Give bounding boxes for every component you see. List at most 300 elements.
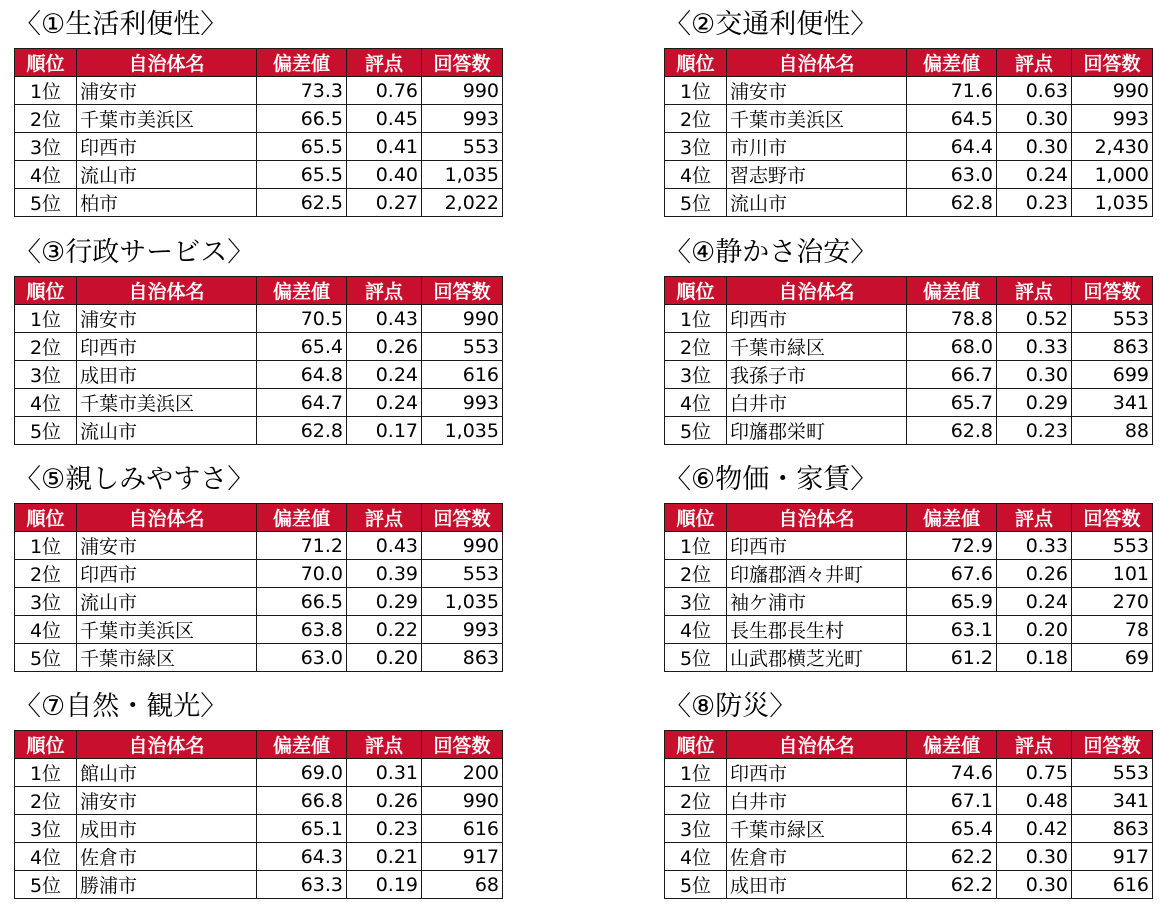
- name-cell: 千葉市美浜区: [77, 616, 257, 644]
- name-cell: 成田市: [727, 871, 907, 899]
- rank-cell: 2位: [665, 787, 727, 815]
- responses-cell: 616: [422, 361, 503, 389]
- rating-cell: 0.24: [347, 389, 422, 417]
- panel-title: 〈②交通利便性〉: [664, 9, 878, 40]
- score-cell: 74.6: [907, 759, 997, 787]
- panel-title: 〈⑤親しみやすさ〉: [14, 464, 255, 495]
- panel-title: 〈⑧防災〉: [664, 691, 797, 722]
- rating-cell: 0.24: [997, 161, 1072, 189]
- name-cell: 流山市: [727, 189, 907, 217]
- score-header: 偏差値: [257, 49, 347, 77]
- responses-cell: 917: [422, 843, 503, 871]
- responses-cell: 270: [1072, 588, 1153, 616]
- rating-cell: 0.23: [997, 189, 1072, 217]
- score-cell: 70.0: [257, 560, 347, 588]
- rating-cell: 0.30: [997, 843, 1072, 871]
- name-header: 自治体名: [727, 49, 907, 77]
- name-cell: 千葉市緑区: [727, 815, 907, 843]
- name-cell: 印旛郡酒々井町: [727, 560, 907, 588]
- rating-cell: 0.40: [347, 161, 422, 189]
- rank-cell: 4位: [15, 843, 77, 871]
- table-row: [15, 843, 503, 871]
- table-row: [665, 644, 1153, 672]
- name-cell: 山武郡横芝光町: [727, 644, 907, 672]
- rating-cell: 0.31: [347, 759, 422, 787]
- rank-header: 順位: [665, 504, 727, 532]
- score-cell: 63.8: [257, 616, 347, 644]
- table-row: [15, 389, 503, 417]
- score-cell: 64.4: [907, 133, 997, 161]
- header-row: [15, 731, 503, 759]
- rating-cell: 0.20: [997, 616, 1072, 644]
- rank-cell: 2位: [15, 333, 77, 361]
- responses-cell: 990: [422, 532, 503, 560]
- name-cell: 浦安市: [77, 77, 257, 105]
- rank-cell: 2位: [665, 333, 727, 361]
- ranking-table: [14, 503, 503, 672]
- rank-cell: 1位: [15, 759, 77, 787]
- score-cell: 65.5: [257, 161, 347, 189]
- rank-cell: 2位: [15, 105, 77, 133]
- score-cell: 63.0: [257, 644, 347, 672]
- table-row: [665, 161, 1153, 189]
- score-cell: 66.5: [257, 588, 347, 616]
- responses-header: 回答数: [1072, 277, 1153, 305]
- name-cell: 印西市: [77, 333, 257, 361]
- score-cell: 62.8: [907, 189, 997, 217]
- score-header: 偏差値: [907, 731, 997, 759]
- score-cell: 62.2: [907, 871, 997, 899]
- score-cell: 65.5: [257, 133, 347, 161]
- responses-cell: 990: [422, 787, 503, 815]
- score-cell: 66.8: [257, 787, 347, 815]
- table-row: [665, 361, 1153, 389]
- ranking-panel: [14, 690, 504, 899]
- responses-cell: 917: [1072, 843, 1153, 871]
- score-cell: 70.5: [257, 305, 347, 333]
- score-cell: 65.9: [907, 588, 997, 616]
- rank-cell: 1位: [665, 532, 727, 560]
- table-row: [15, 759, 503, 787]
- score-header: 偏差値: [257, 731, 347, 759]
- responses-cell: 88: [1072, 417, 1153, 445]
- rank-cell: 2位: [15, 787, 77, 815]
- rating-cell: 0.17: [347, 417, 422, 445]
- responses-cell: 553: [422, 133, 503, 161]
- panel-title: 〈⑥物価・家賃〉: [664, 464, 878, 495]
- table-row: [15, 560, 503, 588]
- rating-cell: 0.52: [997, 305, 1072, 333]
- responses-cell: 553: [422, 333, 503, 361]
- rating-cell: 0.75: [997, 759, 1072, 787]
- responses-cell: 993: [422, 105, 503, 133]
- responses-header: 回答数: [1072, 49, 1153, 77]
- panel-title: 〈③行政サービス〉: [14, 237, 255, 268]
- score-cell: 61.2: [907, 644, 997, 672]
- rating-cell: 0.48: [997, 787, 1072, 815]
- name-cell: 佐倉市: [77, 843, 257, 871]
- rating-header: 評点: [997, 277, 1072, 305]
- rank-cell: 2位: [15, 560, 77, 588]
- ranking-panel: [14, 463, 504, 672]
- score-cell: 69.0: [257, 759, 347, 787]
- ranking-table: [14, 276, 503, 445]
- responses-cell: 699: [1072, 361, 1153, 389]
- rating-cell: 0.41: [347, 133, 422, 161]
- name-cell: 印旛郡栄町: [727, 417, 907, 445]
- rank-header: 順位: [665, 277, 727, 305]
- table-row: [15, 616, 503, 644]
- score-cell: 62.8: [907, 417, 997, 445]
- name-cell: 千葉市美浜区: [77, 389, 257, 417]
- name-cell: 浦安市: [727, 77, 907, 105]
- rating-cell: 0.39: [347, 560, 422, 588]
- rating-cell: 0.63: [997, 77, 1072, 105]
- responses-header: 回答数: [422, 731, 503, 759]
- rank-cell: 4位: [665, 843, 727, 871]
- table-row: [665, 532, 1153, 560]
- table-row: [665, 588, 1153, 616]
- table-row: [15, 787, 503, 815]
- score-cell: 65.4: [257, 333, 347, 361]
- rating-cell: 0.30: [997, 871, 1072, 899]
- ranking-table: [664, 730, 1153, 899]
- rating-cell: 0.45: [347, 105, 422, 133]
- ranking-table: [14, 48, 503, 217]
- rank-header: 順位: [15, 277, 77, 305]
- table-row: [665, 133, 1153, 161]
- rating-header: 評点: [997, 731, 1072, 759]
- name-cell: 長生郡長生村: [727, 616, 907, 644]
- rank-cell: 1位: [15, 305, 77, 333]
- rank-cell: 2位: [665, 105, 727, 133]
- score-cell: 71.2: [257, 532, 347, 560]
- responses-cell: 69: [1072, 644, 1153, 672]
- table-row: [665, 616, 1153, 644]
- table-row: [665, 843, 1153, 871]
- rank-header: 順位: [15, 731, 77, 759]
- header-row: [15, 49, 503, 77]
- responses-cell: 1,000: [1072, 161, 1153, 189]
- name-cell: 流山市: [77, 417, 257, 445]
- rating-cell: 0.20: [347, 644, 422, 672]
- name-cell: 印西市: [77, 133, 257, 161]
- table-row: [15, 77, 503, 105]
- ranking-panel: [664, 236, 1154, 445]
- score-cell: 63.1: [907, 616, 997, 644]
- name-cell: 市川市: [727, 133, 907, 161]
- rating-cell: 0.22: [347, 616, 422, 644]
- rating-cell: 0.30: [997, 105, 1072, 133]
- rating-cell: 0.24: [347, 361, 422, 389]
- score-cell: 64.5: [907, 105, 997, 133]
- responses-cell: 1,035: [422, 161, 503, 189]
- table-row: [15, 333, 503, 361]
- name-cell: 千葉市緑区: [727, 333, 907, 361]
- responses-cell: 553: [1072, 759, 1153, 787]
- rank-cell: 3位: [15, 815, 77, 843]
- name-cell: 習志野市: [727, 161, 907, 189]
- rank-cell: 5位: [665, 189, 727, 217]
- rank-cell: 4位: [665, 161, 727, 189]
- rank-cell: 1位: [15, 77, 77, 105]
- rank-cell: 4位: [15, 161, 77, 189]
- rating-cell: 0.30: [997, 361, 1072, 389]
- responses-cell: 2,430: [1072, 133, 1153, 161]
- ranking-table: [664, 48, 1153, 217]
- name-cell: 館山市: [77, 759, 257, 787]
- name-cell: 成田市: [77, 815, 257, 843]
- name-cell: 印西市: [727, 532, 907, 560]
- responses-cell: 990: [422, 305, 503, 333]
- rank-cell: 5位: [665, 644, 727, 672]
- responses-cell: 616: [422, 815, 503, 843]
- table-row: [15, 161, 503, 189]
- name-cell: 千葉市緑区: [77, 644, 257, 672]
- responses-cell: 101: [1072, 560, 1153, 588]
- rank-header: 順位: [665, 49, 727, 77]
- rating-cell: 0.76: [347, 77, 422, 105]
- score-cell: 63.3: [257, 871, 347, 899]
- table-row: [665, 389, 1153, 417]
- responses-cell: 78: [1072, 616, 1153, 644]
- rank-header: 順位: [665, 731, 727, 759]
- rank-cell: 3位: [665, 361, 727, 389]
- rating-cell: 0.29: [997, 389, 1072, 417]
- score-cell: 66.7: [907, 361, 997, 389]
- rank-cell: 1位: [665, 77, 727, 105]
- responses-cell: 2,022: [422, 189, 503, 217]
- rating-cell: 0.26: [347, 787, 422, 815]
- panel-title: 〈⑦自然・観光〉: [14, 691, 228, 722]
- ranking-table: [664, 276, 1153, 445]
- responses-header: 回答数: [422, 49, 503, 77]
- name-cell: 我孫子市: [727, 361, 907, 389]
- responses-cell: 553: [1072, 532, 1153, 560]
- score-cell: 62.8: [257, 417, 347, 445]
- rating-header: 評点: [997, 49, 1072, 77]
- score-cell: 72.9: [907, 532, 997, 560]
- rank-cell: 3位: [15, 133, 77, 161]
- score-cell: 62.2: [907, 843, 997, 871]
- panel-title: 〈①生活利便性〉: [14, 9, 228, 40]
- rating-cell: 0.43: [347, 532, 422, 560]
- name-cell: 浦安市: [77, 787, 257, 815]
- responses-cell: 993: [422, 389, 503, 417]
- rank-cell: 4位: [15, 389, 77, 417]
- responses-cell: 990: [1072, 77, 1153, 105]
- name-cell: 千葉市美浜区: [727, 105, 907, 133]
- rank-cell: 5位: [15, 189, 77, 217]
- name-header: 自治体名: [77, 277, 257, 305]
- rating-cell: 0.24: [997, 588, 1072, 616]
- score-header: 偏差値: [907, 504, 997, 532]
- rank-cell: 3位: [15, 588, 77, 616]
- name-header: 自治体名: [727, 731, 907, 759]
- rating-cell: 0.33: [997, 333, 1072, 361]
- name-cell: 流山市: [77, 588, 257, 616]
- rating-cell: 0.29: [347, 588, 422, 616]
- name-header: 自治体名: [727, 277, 907, 305]
- responses-cell: 200: [422, 759, 503, 787]
- name-cell: 千葉市美浜区: [77, 105, 257, 133]
- name-cell: 流山市: [77, 161, 257, 189]
- rank-header: 順位: [15, 49, 77, 77]
- score-cell: 67.6: [907, 560, 997, 588]
- name-header: 自治体名: [77, 504, 257, 532]
- header-row: [665, 49, 1153, 77]
- table-row: [15, 189, 503, 217]
- score-cell: 64.8: [257, 361, 347, 389]
- score-cell: 65.1: [257, 815, 347, 843]
- score-cell: 68.0: [907, 333, 997, 361]
- rating-cell: 0.27: [347, 189, 422, 217]
- rank-cell: 3位: [665, 815, 727, 843]
- name-cell: 印西市: [727, 305, 907, 333]
- ranking-panel: [664, 463, 1154, 672]
- header-row: [15, 504, 503, 532]
- table-row: [665, 560, 1153, 588]
- rating-cell: 0.33: [997, 532, 1072, 560]
- table-row: [15, 871, 503, 899]
- responses-cell: 341: [1072, 787, 1153, 815]
- responses-header: 回答数: [422, 504, 503, 532]
- ranking-table: [14, 730, 503, 899]
- table-row: [665, 105, 1153, 133]
- rank-cell: 5位: [15, 871, 77, 899]
- score-cell: 67.1: [907, 787, 997, 815]
- ranking-panel: [664, 690, 1154, 899]
- score-cell: 62.5: [257, 189, 347, 217]
- rank-cell: 5位: [15, 417, 77, 445]
- rank-cell: 1位: [15, 532, 77, 560]
- name-cell: 柏市: [77, 189, 257, 217]
- responses-cell: 1,035: [422, 417, 503, 445]
- responses-cell: 553: [1072, 305, 1153, 333]
- rating-cell: 0.21: [347, 843, 422, 871]
- responses-cell: 993: [1072, 105, 1153, 133]
- name-cell: 成田市: [77, 361, 257, 389]
- responses-cell: 863: [1072, 333, 1153, 361]
- rank-cell: 5位: [665, 417, 727, 445]
- rating-header: 評点: [347, 731, 422, 759]
- rank-header: 順位: [15, 504, 77, 532]
- name-cell: 佐倉市: [727, 843, 907, 871]
- score-header: 偏差値: [257, 504, 347, 532]
- ranking-panel: [664, 8, 1154, 217]
- name-header: 自治体名: [77, 49, 257, 77]
- responses-cell: 863: [422, 644, 503, 672]
- rank-cell: 4位: [665, 616, 727, 644]
- header-row: [15, 277, 503, 305]
- table-row: [15, 305, 503, 333]
- responses-cell: 341: [1072, 389, 1153, 417]
- name-header: 自治体名: [77, 731, 257, 759]
- rank-cell: 3位: [665, 133, 727, 161]
- rank-cell: 5位: [15, 644, 77, 672]
- table-row: [665, 815, 1153, 843]
- responses-cell: 990: [422, 77, 503, 105]
- score-cell: 63.0: [907, 161, 997, 189]
- name-cell: 白井市: [727, 787, 907, 815]
- ranking-table: [664, 503, 1153, 672]
- header-row: [665, 277, 1153, 305]
- rank-cell: 3位: [665, 588, 727, 616]
- rating-cell: 0.42: [997, 815, 1072, 843]
- header-row: [665, 504, 1153, 532]
- rank-cell: 4位: [15, 616, 77, 644]
- table-row: [665, 417, 1153, 445]
- table-row: [15, 644, 503, 672]
- ranking-panel: [14, 8, 504, 217]
- table-row: [665, 333, 1153, 361]
- score-cell: 64.7: [257, 389, 347, 417]
- rating-cell: 0.23: [347, 815, 422, 843]
- score-cell: 78.8: [907, 305, 997, 333]
- rating-header: 評点: [347, 277, 422, 305]
- name-cell: 袖ケ浦市: [727, 588, 907, 616]
- rating-header: 評点: [997, 504, 1072, 532]
- score-header: 偏差値: [257, 277, 347, 305]
- rating-header: 評点: [347, 504, 422, 532]
- responses-cell: 993: [422, 616, 503, 644]
- rank-cell: 3位: [15, 361, 77, 389]
- score-header: 偏差値: [907, 277, 997, 305]
- rating-cell: 0.26: [347, 333, 422, 361]
- name-cell: 白井市: [727, 389, 907, 417]
- rating-cell: 0.18: [997, 644, 1072, 672]
- rank-cell: 1位: [665, 759, 727, 787]
- name-header: 自治体名: [727, 504, 907, 532]
- table-row: [15, 417, 503, 445]
- table-row: [15, 361, 503, 389]
- rating-cell: 0.23: [997, 417, 1072, 445]
- table-row: [665, 305, 1153, 333]
- score-cell: 71.6: [907, 77, 997, 105]
- responses-cell: 553: [422, 560, 503, 588]
- responses-cell: 68: [422, 871, 503, 899]
- responses-header: 回答数: [422, 277, 503, 305]
- responses-cell: 616: [1072, 871, 1153, 899]
- rating-cell: 0.26: [997, 560, 1072, 588]
- table-row: [15, 815, 503, 843]
- responses-cell: 1,035: [422, 588, 503, 616]
- rating-cell: 0.30: [997, 133, 1072, 161]
- rating-cell: 0.19: [347, 871, 422, 899]
- table-row: [15, 588, 503, 616]
- table-row: [665, 189, 1153, 217]
- table-row: [15, 105, 503, 133]
- table-row: [665, 77, 1153, 105]
- rank-cell: 2位: [665, 560, 727, 588]
- table-row: [665, 759, 1153, 787]
- rank-cell: 5位: [665, 871, 727, 899]
- responses-header: 回答数: [1072, 731, 1153, 759]
- score-cell: 66.5: [257, 105, 347, 133]
- score-cell: 65.4: [907, 815, 997, 843]
- table-row: [665, 787, 1153, 815]
- responses-cell: 863: [1072, 815, 1153, 843]
- responses-header: 回答数: [1072, 504, 1153, 532]
- ranking-panel: [14, 236, 504, 445]
- score-header: 偏差値: [907, 49, 997, 77]
- rating-cell: 0.43: [347, 305, 422, 333]
- name-cell: 浦安市: [77, 305, 257, 333]
- rank-cell: 1位: [665, 305, 727, 333]
- name-cell: 勝浦市: [77, 871, 257, 899]
- name-cell: 印西市: [77, 560, 257, 588]
- name-cell: 印西市: [727, 759, 907, 787]
